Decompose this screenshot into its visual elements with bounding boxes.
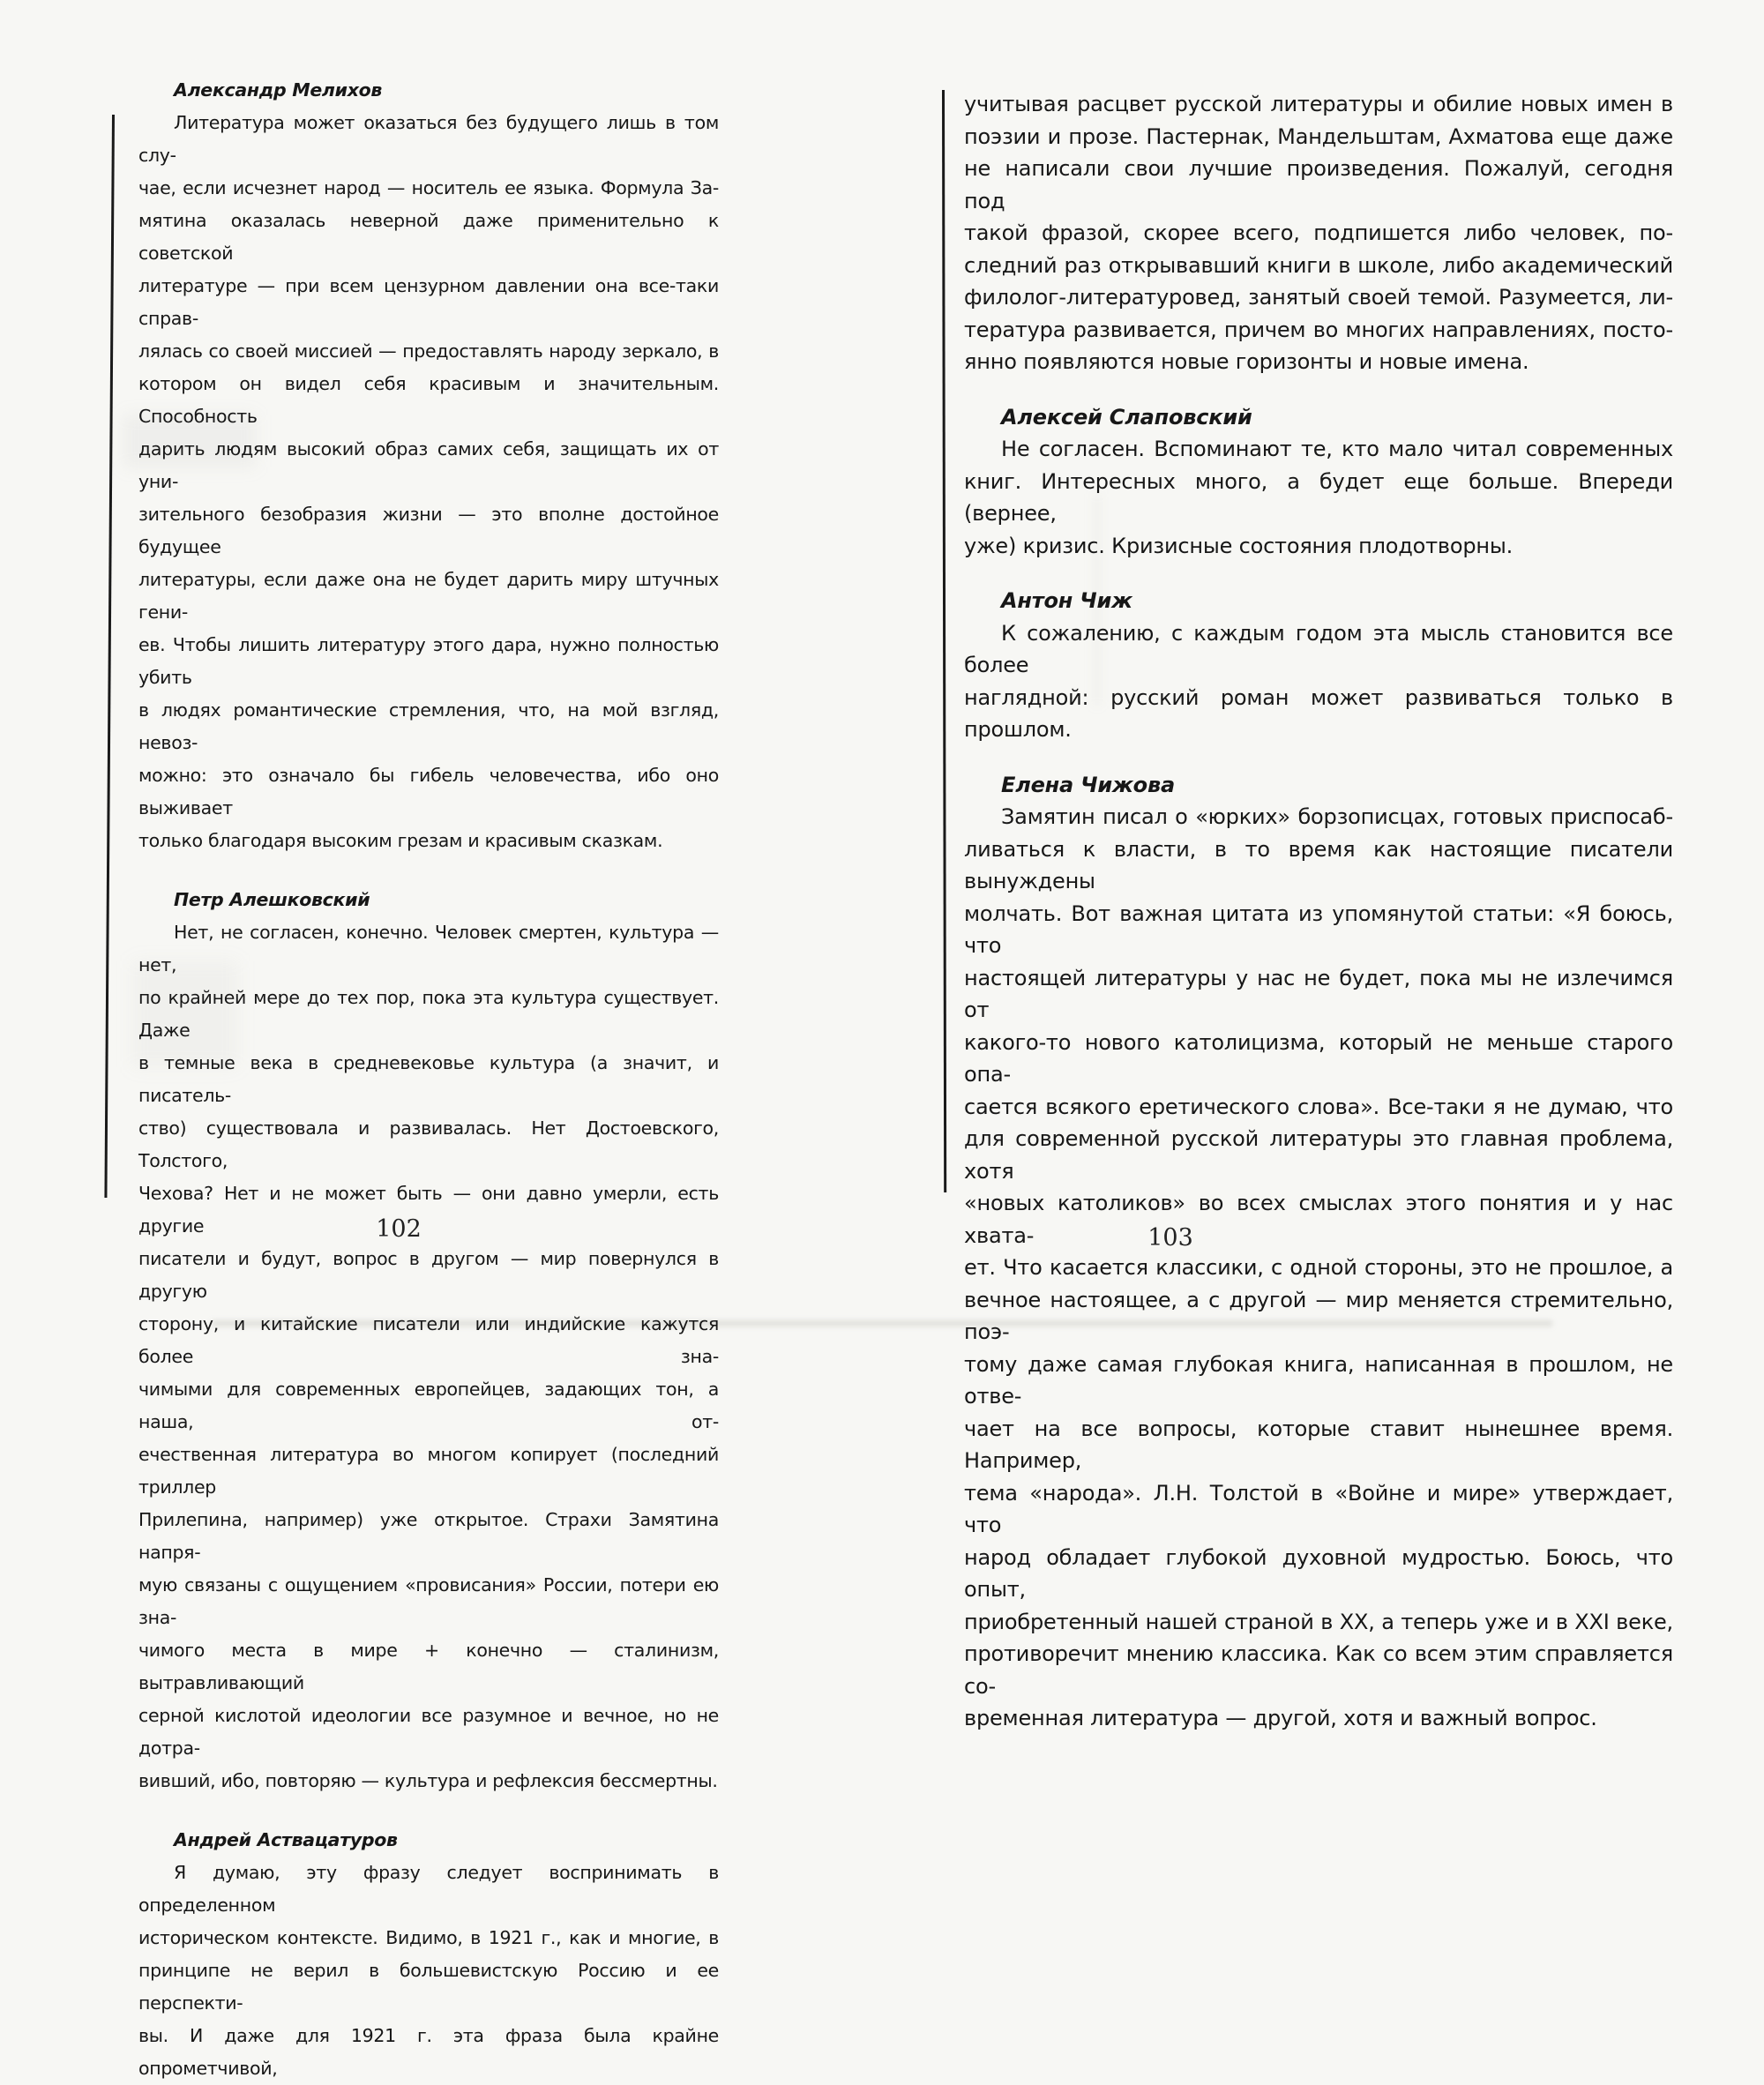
text-line: Прилепина, например) уже открытое. Страхи Замятина напря- (138, 1509, 719, 1563)
page-left-text-column (138, 74, 719, 2085)
author-heading: Андрей Аствацатуров (174, 1829, 398, 1850)
text-line: мую связаны с ощущением «провисания» России, потери ею зна- (138, 1574, 719, 1628)
text-line: «новых католиков» во всех смыслах этого понятия и у нас хвата- (964, 1191, 1673, 1248)
author-heading: Петр Алешковский (174, 889, 370, 910)
author-heading: Алексей Слаповский (1001, 404, 1252, 430)
text-line: книг. Интересных много, а будет еще больше. Впереди (вернее, (964, 468, 1673, 526)
author-heading: Елена Чижова (1001, 772, 1175, 797)
text-line: чает на все вопросы, которые ставит нынешнее время. Например, (964, 1416, 1673, 1473)
paragraph (964, 801, 1673, 1735)
text-line: приобретенный нашей страной в XX, а теперь уже и в XXI веке, (964, 1609, 1673, 1634)
text-line: ет. Что касается классики, с одной стороны, это не прошлое, а (964, 1255, 1673, 1280)
text-line: уже) кризис. Кризисные состояния плодотворны. (964, 533, 1514, 558)
author-heading: Александр Мелихов (174, 79, 383, 101)
text-line: не написали свои лучшие произведения. Пожалуй, сегодня под (964, 156, 1673, 213)
text-line: в людях романтические стремления, что, на мой взгляд, невоз- (138, 699, 719, 753)
text-line: вивший, ибо, повторяю — культура и рефлексия бессмертны. (138, 1770, 718, 1791)
text-line: вы. И даже для 1921 г. эта фраза была крайне опрометчивой, (138, 2025, 719, 2079)
paragraph (138, 916, 719, 1797)
text-line: молчать. Вот важная цитата из упомянутой статьи: «Я боюсь, что (964, 901, 1673, 958)
paragraph (138, 107, 719, 857)
text-line: Чехова? Нет и не может быть — они давно умерли, есть другие (138, 1183, 719, 1237)
text-line: Замятин писал о «юрких» борзописцах, готовых приспосаб- (1001, 804, 1673, 829)
text-line: мятина оказалась неверной даже применительно к советской (138, 210, 719, 264)
text-line: тература развивается, причем во многих направлениях, посто- (964, 317, 1673, 342)
text-line: литературы, если даже она не будет дарить миру штучных гени- (138, 569, 719, 623)
text-line: противоречит мнению классика. Как со всем этим справляется со- (964, 1641, 1673, 1699)
text-line: котором он видел себя красивым и значительным. Способность (138, 373, 719, 427)
text-line: историческом контексте. Видимо, в 1921 г., как и многие, в (138, 1927, 719, 1948)
text-line: серной кислотой идеологии все разумное и вечное, но не дотра- (138, 1705, 719, 1759)
text-line: ство) существовала и развивалась. Нет Достоевского, Толстого, (138, 1117, 719, 1171)
text-line: по крайней мере до тех пор, пока эта культура существует. Даже (138, 987, 719, 1041)
text-line: народ обладает глубокой духовной мудростью. Боюсь, что опыт, (964, 1544, 1673, 1602)
text-line: ливаться к власти, в то время как настоящие писатели вынуждены (964, 836, 1673, 893)
text-line: филолог-литературовед, занятый своей темой. Разумеется, ли- (964, 285, 1673, 310)
text-line: Я думаю, эту фразу следует воспринимать в определенном (138, 1862, 719, 1916)
page-number-right: 103 (1147, 1224, 1193, 1252)
text-line: вечное настоящее, а с другой — мир меняется стремительно, поэ- (964, 1287, 1673, 1344)
text-line: настоящей литературы у нас не будет, пока мы не излечимся от (964, 965, 1673, 1022)
page-number-left: 102 (376, 1215, 422, 1243)
text-line: временная литература — другой, хотя и важный вопрос. (964, 1706, 1597, 1730)
text-line: только благодаря высоким грезам и красивым сказкам. (138, 830, 663, 851)
text-line: чае, если исчезнет народ — носитель ее языка. Формула За- (138, 177, 719, 198)
text-line: дарить людям высокий образ самих себя, защищать их от уни- (138, 438, 719, 492)
page-edge-line-left (104, 115, 115, 1198)
text-line: тема «народа». Л.Н. Толстой в «Войне и мире» утверждает, что (964, 1480, 1673, 1537)
text-line: лялась со своей миссией — предоставлять народу зеркало, в (138, 340, 719, 362)
text-line: следний раз открывавший книги в школе, либо академический (964, 252, 1673, 278)
text-line: янно появляются новые горизонты и новые имена. (964, 349, 1529, 374)
text-line: К сожалению, с каждым годом эта мысль становится все более (964, 620, 1673, 677)
text-line: чимыми для современных европейцев, задающих тон, а наша, от- (138, 1379, 719, 1432)
text-line: писатели и будут, вопрос в другом — мир повернулся в другую (138, 1248, 719, 1302)
text-line: сторону, и китайские писатели или индийские кажутся более зна- (138, 1313, 719, 1367)
text-line: чимого места в мире + конечно — сталинизм, вытравливающий (138, 1640, 719, 1693)
page-right-text-column (964, 88, 1673, 1735)
text-line: в темные века в средневековье культура (а значит, и писатель- (138, 1052, 719, 1106)
text-line: можно: это означало бы гибель человечества, ибо оно выживает (138, 765, 719, 818)
paragraph (138, 1857, 719, 2085)
text-line: Литература может оказаться без будущего лишь в том слу- (138, 112, 719, 166)
paragraph (964, 433, 1673, 562)
text-line: такой фразой, скорее всего, подпишется либо человек, по- (964, 220, 1673, 245)
text-line: ечественная литература во многом копирует (последний триллер (138, 1444, 719, 1498)
text-line: наглядной: русский роман может развиваться только в прошлом. (964, 684, 1673, 742)
text-line: Не согласен. Вспоминают те, кто мало читал современных (1001, 437, 1673, 461)
text-line: зительного безобразия жизни — это вполне достойное будущее (138, 504, 719, 557)
text-line: учитывая расцвет русской литературы и обилие новых имен в (964, 92, 1673, 116)
text-line: литературе — при всем цензурном давлении она все-таки справ- (138, 275, 719, 329)
text-line: Нет, не согласен, конечно. Человек смертен, культура — нет, (138, 922, 719, 975)
text-line: для современной русской литературы это главная проблема, хотя (964, 1126, 1673, 1184)
text-line: какого-то нового католицизма, который не меньше старого опа- (964, 1029, 1673, 1087)
text-line: поэзии и прозе. Пастернак, Мандельштам, Ахматова еще даже (964, 123, 1673, 149)
paragraph (964, 88, 1673, 378)
author-heading: Антон Чиж (1001, 588, 1132, 613)
text-line: сается всякого еретического слова». Все-таки я не думаю, что (964, 1094, 1673, 1119)
text-line: принципе не верил в большевистскую Россию и ее перспекти- (138, 1960, 719, 2014)
paragraph (964, 617, 1673, 746)
page-gutter-line (942, 90, 946, 1192)
text-line: тому даже самая глубокая книга, написанная в прошлом, не отве- (964, 1351, 1673, 1409)
text-line: ев. Чтобы лишить литературу этого дара, нужно полностью убить (138, 634, 719, 688)
